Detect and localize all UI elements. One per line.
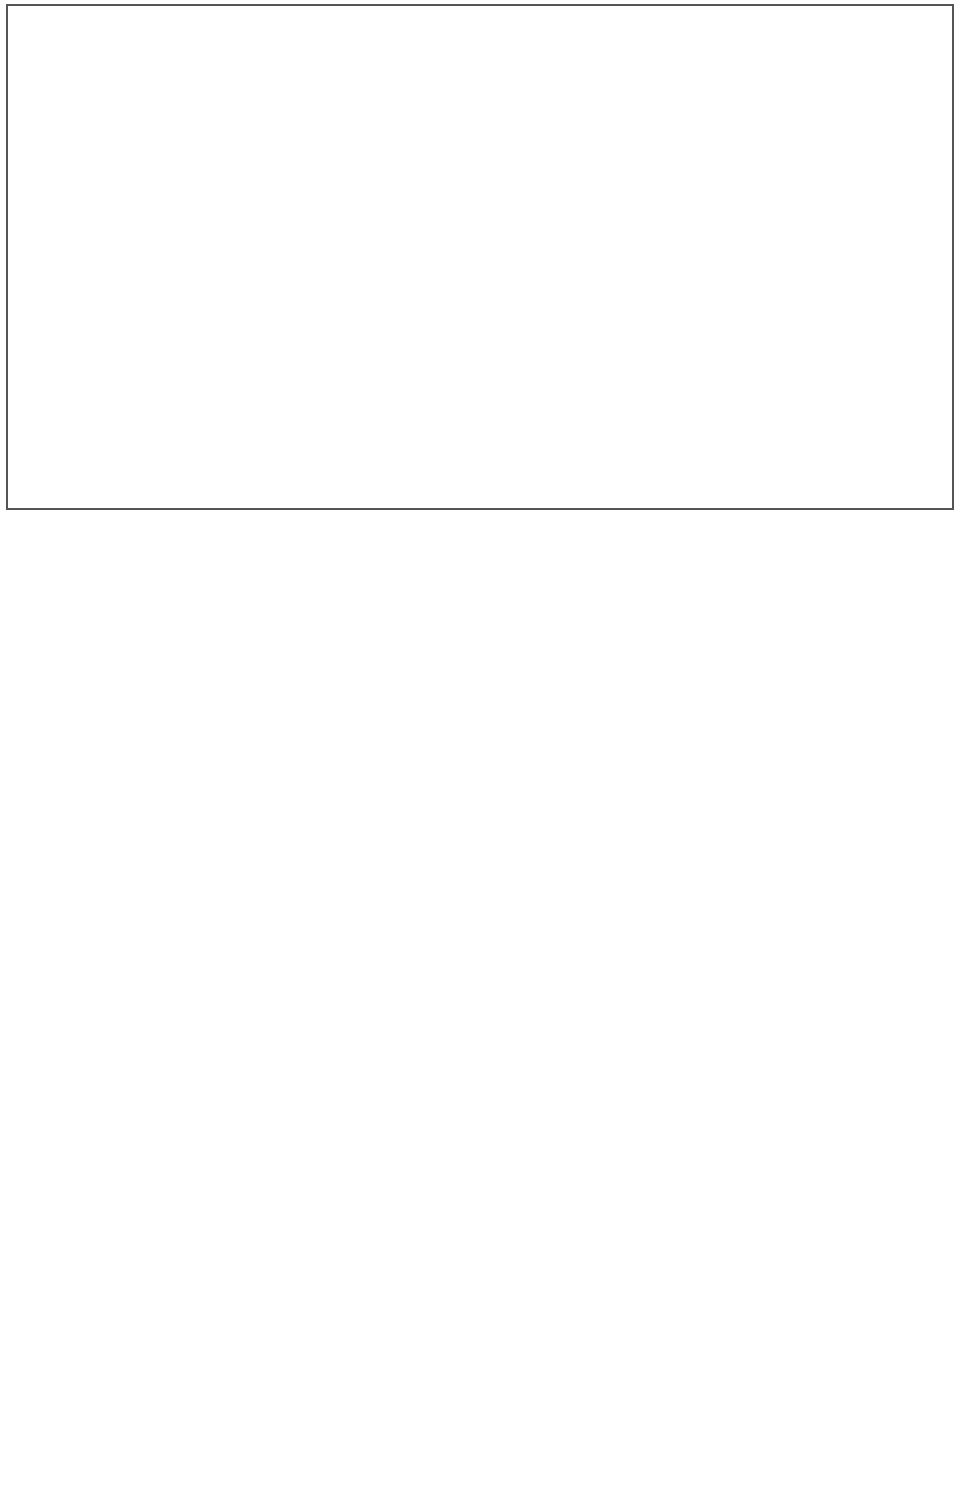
chart-svg [8, 6, 952, 508]
zinc-concentration-chart [6, 4, 954, 510]
